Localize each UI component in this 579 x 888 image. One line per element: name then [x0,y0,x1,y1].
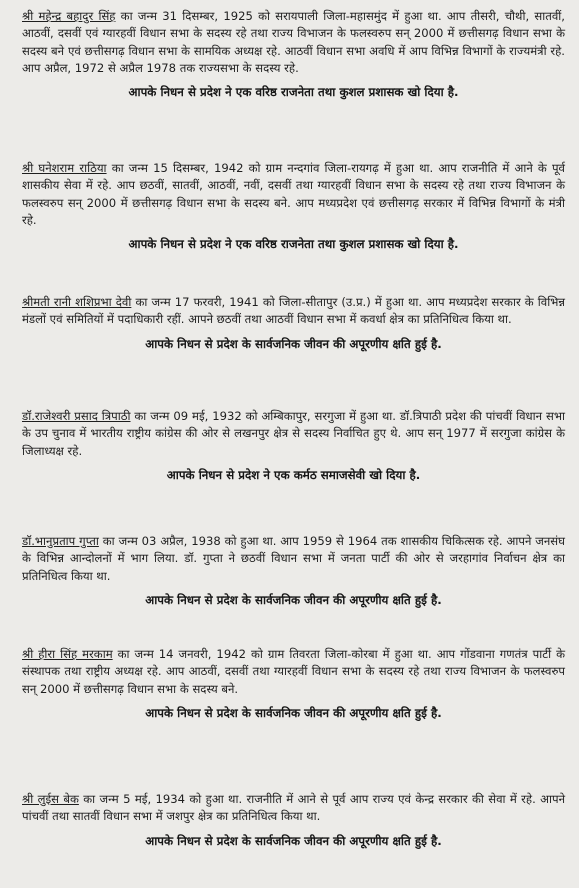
obituary-entry [22,646,565,791]
person-name: श्री हीरा सिंह मरकाम [22,647,113,661]
entry-bio-text: का जन्म 5 मई, 1934 को हुआ था. राजनीति में आने से पूर्व आप राज्य एवं केन्द्र सरकार की सेवा में रहे. आपने पांचवीं तथा सातवीं विधान सभा में जशपुर क्षेत्र का प्रतिनिधित्व किया था. [22,792,566,824]
person-name: डॉ.भानुप्रताप गुप्ता [22,534,99,548]
person-name: डॉ.राजेश्वरी प्रसाद त्रिपाठी [22,409,131,423]
condolence-line: आपके निधन से प्रदेश के सार्वजनिक जीवन की अपूरणीय क्षति हुई है. [145,336,442,351]
entry-bio-paragraph [22,408,565,460]
entry-bio-paragraph [22,160,565,229]
entry-bio-text: का जन्म 17 फरवरी, 1941 को जिला-सीतापुर (उ.प्र.) में हुआ था. आप मध्यप्रदेश सरकार के विभिन्न मंडलों एवं समितियों में पदाधिकारी रहीं. आपने छठवीं तथा आठवीं विधान सभा में कवर्धा क्षेत्र का प्रतिनिधित्व किया था. [22,295,565,327]
entry-bio-paragraph [22,294,565,329]
obituary-entry [22,8,565,160]
person-name: श्री लुईस बेक [22,792,79,806]
entry-bio-text: का जन्म 15 दिसम्बर, 1942 को ग्राम नन्दगांव जिला-रायगढ़ में हुआ था. आप राजनीति में आने के पूर्व शासकीय सेवा में रहे. आप छठवीं, सातवीं, आठवीं, नवीं, दसवीं तथा ग्यारहवीं विधान सभा के सदस्य रहे तथा राज्य विभाजन के फलस्वरुप सन् 2000 में छत्तीसगढ़ विधान सभा के सदस्य बने. आप मध्यप्रदेश एवं छत्तीसगढ़ सरकार में विभिन्न विभागों के मंत्री रहे. [22,161,566,227]
entry-bio-paragraph [22,791,565,826]
person-name: श्री महेन्द्र बहादुर सिंह [22,9,116,23]
person-name: श्री घनेशराम राठिया [22,161,107,175]
entry-bio-paragraph [22,646,565,698]
entry-bio-paragraph [22,533,565,585]
condolence-line: आपके निधन से प्रदेश ने एक वरिष्ठ राजनेता तथा कुशल प्रशासक खो दिया है. [128,237,459,252]
condolence-line: आपके निधन से प्रदेश ने एक वरिष्ठ राजनेता तथा कुशल प्रशासक खो दिया है. [128,85,459,100]
entry-bio-paragraph [22,8,565,77]
entry-bio-text: का जन्म 14 जनवरी, 1942 को ग्राम तिवरता जिला-कोरबा में हुआ था. आप गोंडवाना गणतंत्र पार्टी के संस्थापक तथा राष्ट्रीय अध्यक्ष रहे. आप आठवीं, दसवीं तथा ग्यारहवीं विधान सभा के सदस्य रहे तथा राज्य विभाजन के फलस्वरुप सन् 2000 में छत्तीसगढ़ विधान सभा के सदस्य बने. [22,647,566,696]
entry-bio-text: का जन्म 03 अप्रैल, 1938 को हुआ था. आप 1959 से 1964 तक शासकीय चिकित्सक रहे. आपने जनसंघ के विभिन्न आन्दोलनों में भाग लिया. डॉ. गुप्ता ने छठवीं विधान सभा में जनता पार्टी की ओर से जरहागांव निर्वाचन क्षेत्र का प्रतिनिधित्व किया था. [22,534,565,583]
obituary-entry [22,791,565,879]
obituary-entry [22,160,565,294]
obituary-entry [22,294,565,408]
person-name: श्रीमती रानी शशिप्रभा देवी [22,295,132,309]
obituary-entry [22,408,565,533]
condolence-line: आपके निधन से प्रदेश ने एक कर्मठ समाजसेवी खो दिया है. [166,467,421,482]
entry-bio-text: का जन्म 09 मई, 1932 को अम्बिकापुर, सरगुजा में हुआ था. डॉ.त्रिपाठी प्रदेश की पांचवीं विधान सभा के उप चुनाव में भारतीय राष्ट्रीय कांग्रेस की ओर से लखनपुर क्षेत्र से सदस्य निर्वाचित हुए थे. आप सन् 1977 में सरगुजा कांग्रेस के जिलाध्यक्ष रहे. [22,409,565,458]
condolence-line: आपके निधन से प्रदेश के सार्वजनिक जीवन की अपूरणीय क्षति हुई है. [145,705,442,720]
condolence-line: आपके निधन से प्रदेश के सार्वजनिक जीवन की अपूरणीय क्षति हुई है. [145,592,442,607]
condolence-line: आपके निधन से प्रदेश के सार्वजनिक जीवन की अपूरणीय क्षति हुई है. [145,833,442,848]
entry-bio-text: का जन्म 31 दिसम्बर, 1925 को सरायपाली जिला-महासमुंद में हुआ था. आप तीसरी, चौथी, सातवीं, आठवीं, दसवीं एवं ग्यारहवीं विधान सभा के सदस्य रहे तथा राज्य विभाजन के फलस्वरुप सन् 2000 में छत्तीसगढ़ विधान सभा के सदस्य बने एवं छत्तीसगढ़ विधान सभा के सामयिक अध्यक्ष रहे. आठवीं विधान सभा अवधि में आप विभिन्न विभागों के राज्यमंत्री रहे. आप अप्रैल, 1972 से अप्रैल 1978 तक राज्यसभा के सदस्य रहे. [22,9,565,75]
obituary-entry [22,533,565,646]
